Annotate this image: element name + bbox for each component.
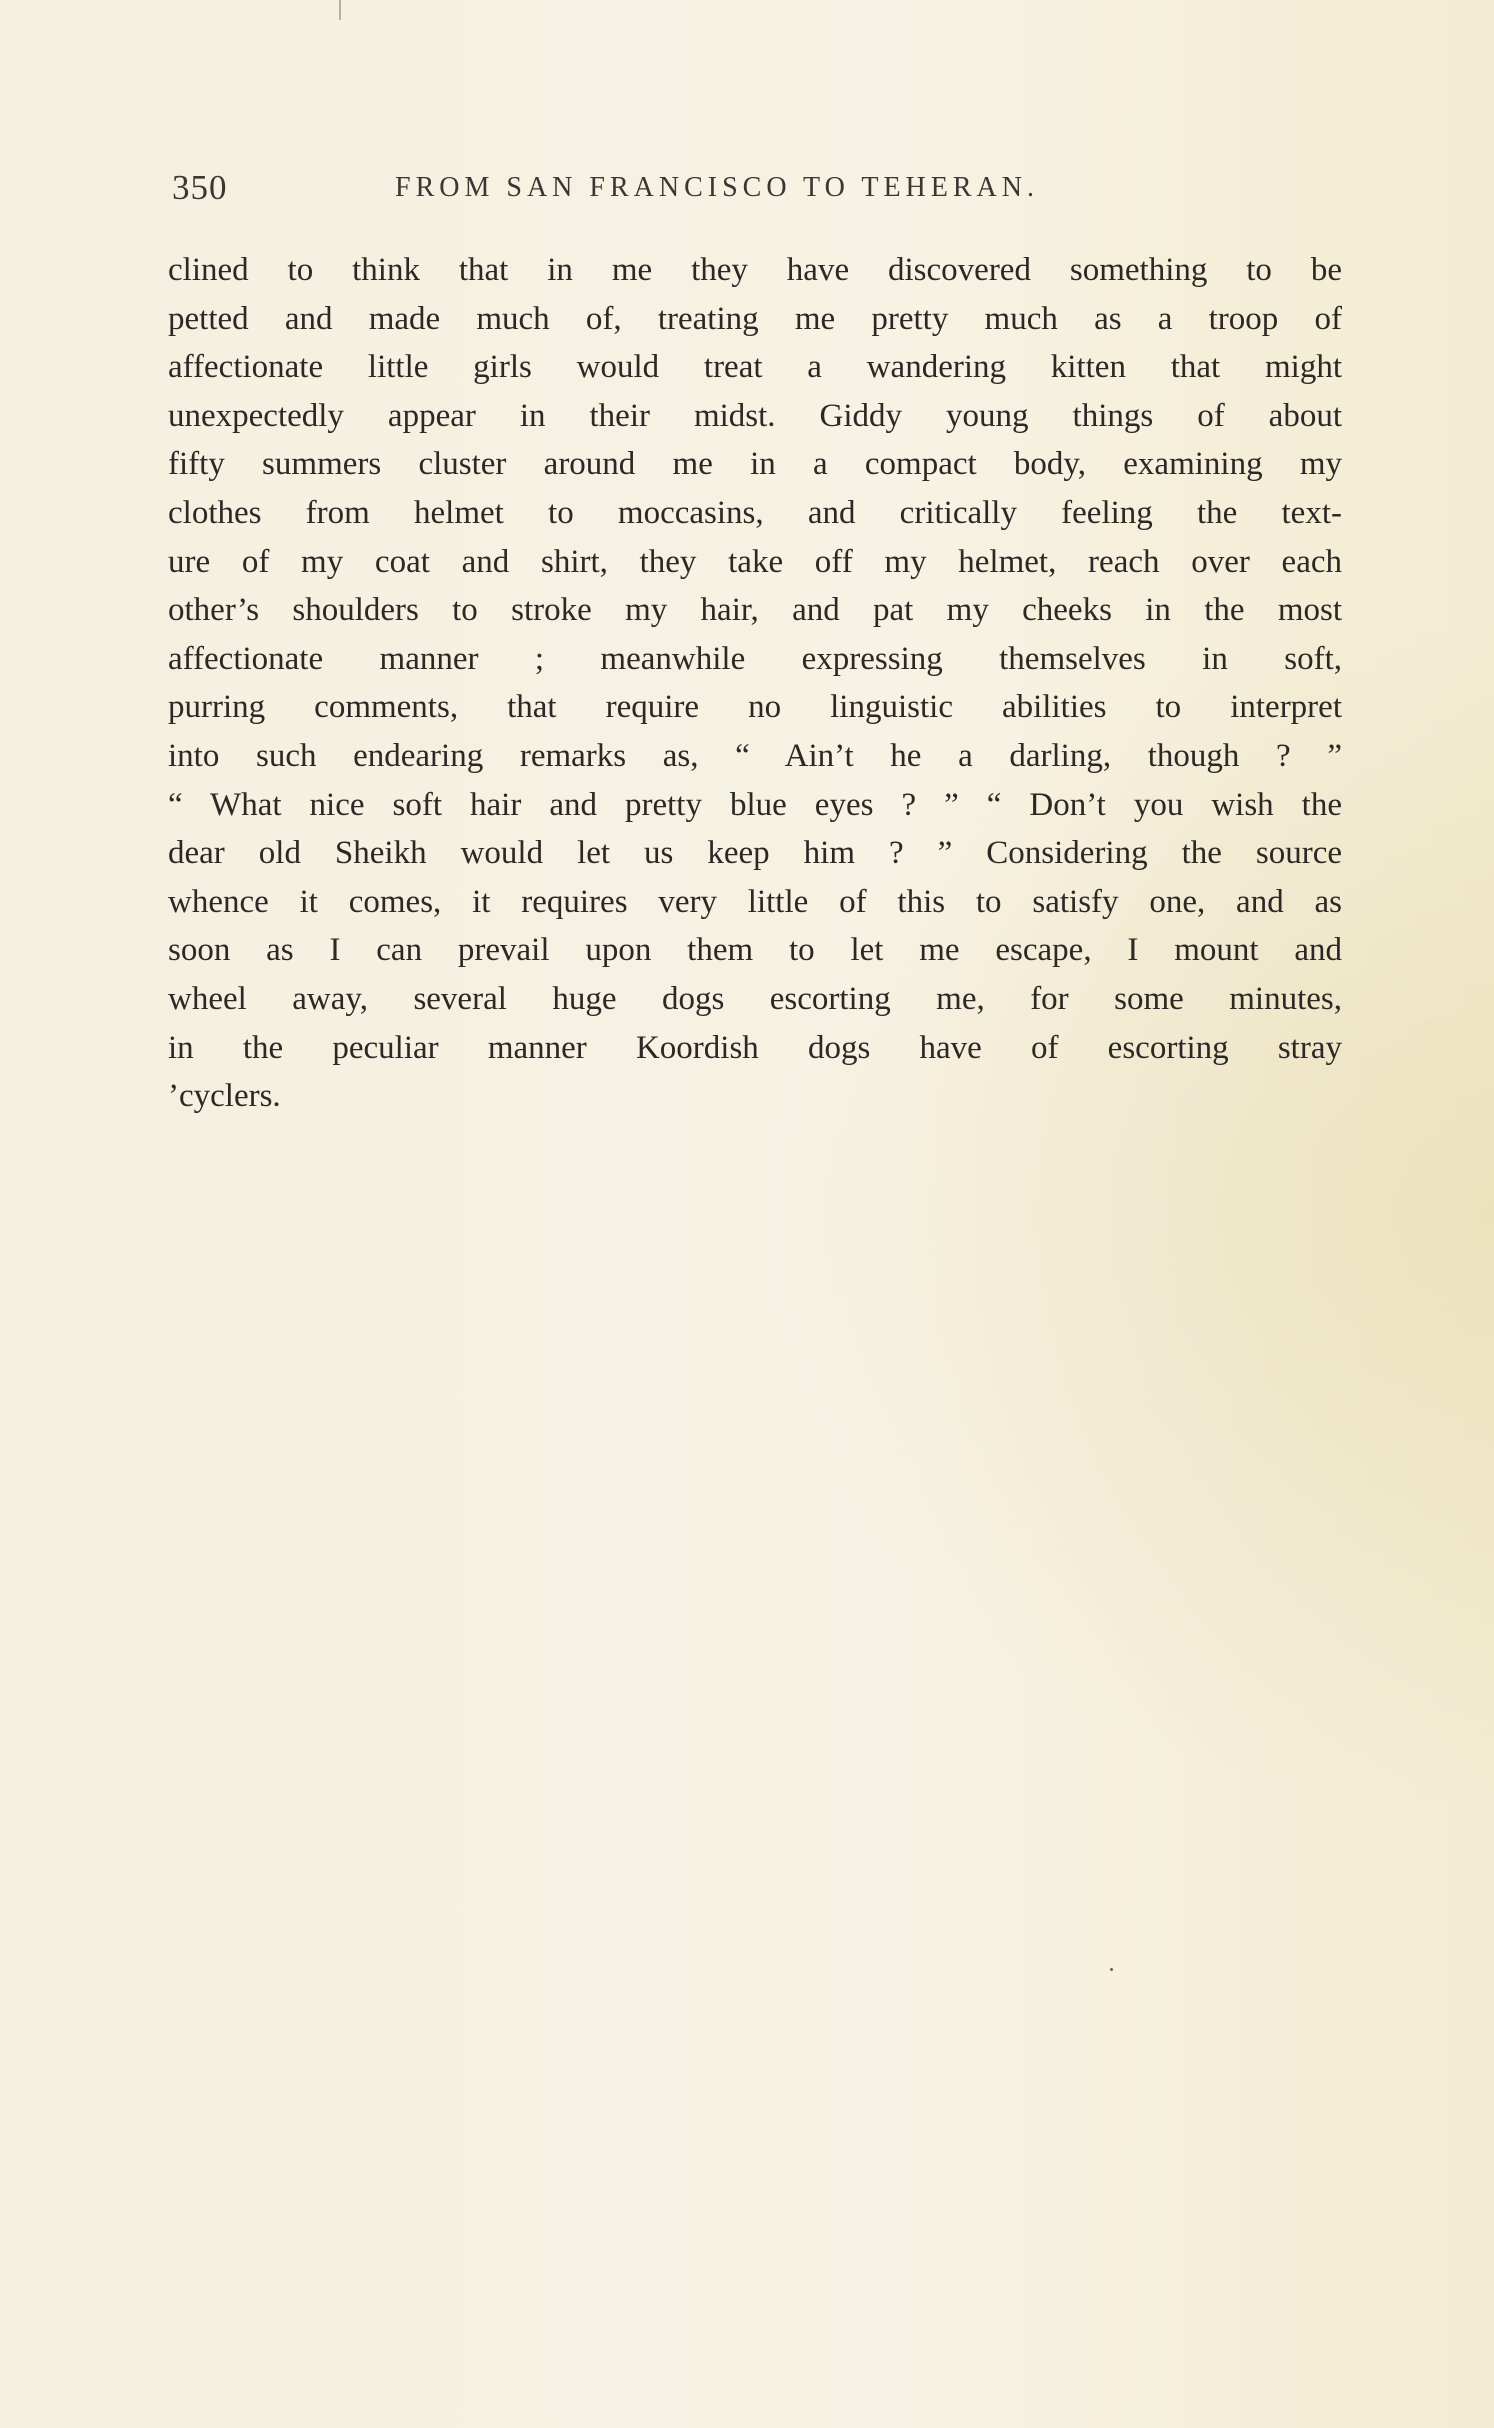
text-line: purring comments, that require no linguistic abilities to interpret	[168, 689, 1342, 726]
text-line: affectionate manner ; meanwhile expressing themselves in soft,	[168, 640, 1342, 677]
text-line: whence it comes, it requires very little of this to satisfy one, and as	[168, 883, 1342, 920]
page-number: 350	[172, 168, 228, 207]
text-line: petted and made much of, treating me pretty much as a troop of	[168, 300, 1342, 337]
text-line: dear old Sheikh would let us keep him ? ” Considering the source	[168, 835, 1342, 872]
body-paragraph	[168, 246, 1342, 1121]
page-edge-mark	[339, 0, 341, 20]
text-line: unexpectedly appear in their midst. Giddy young things of about	[168, 397, 1342, 434]
text-line: clothes from helmet to moccasins, and critically feeling the text-	[168, 494, 1342, 531]
text-line: “ What nice soft hair and pretty blue eyes ? ” “ Don’t you wish the	[168, 786, 1342, 823]
text-line: wheel away, several huge dogs escorting me, for some minutes,	[168, 980, 1342, 1017]
text-line: other’s shoulders to stroke my hair, and pat my cheeks in the most	[168, 592, 1342, 629]
text-line-last: ’cyclers.	[168, 1078, 281, 1115]
text-line: soon as I can prevail upon them to let me escape, I mount and	[168, 932, 1342, 969]
text-line: ure of my coat and shirt, they take off my helmet, reach over each	[168, 543, 1342, 580]
text-line: clined to think that in me they have discovered something to be	[168, 252, 1342, 288]
page-header	[172, 168, 1342, 208]
running-head: FROM SAN FRANCISCO TO TEHERAN.	[395, 172, 1039, 203]
paper-speck	[1110, 1968, 1113, 1971]
text-line: fifty summers cluster around me in a compact body, examining my	[168, 446, 1342, 483]
text-line: affectionate little girls would treat a wandering kitten that might	[168, 349, 1342, 386]
text-line: in the peculiar manner Koordish dogs have of escorting stray	[168, 1029, 1342, 1066]
text-line: into such endearing remarks as, “ Ain’t he a darling, though ? ”	[168, 737, 1342, 774]
